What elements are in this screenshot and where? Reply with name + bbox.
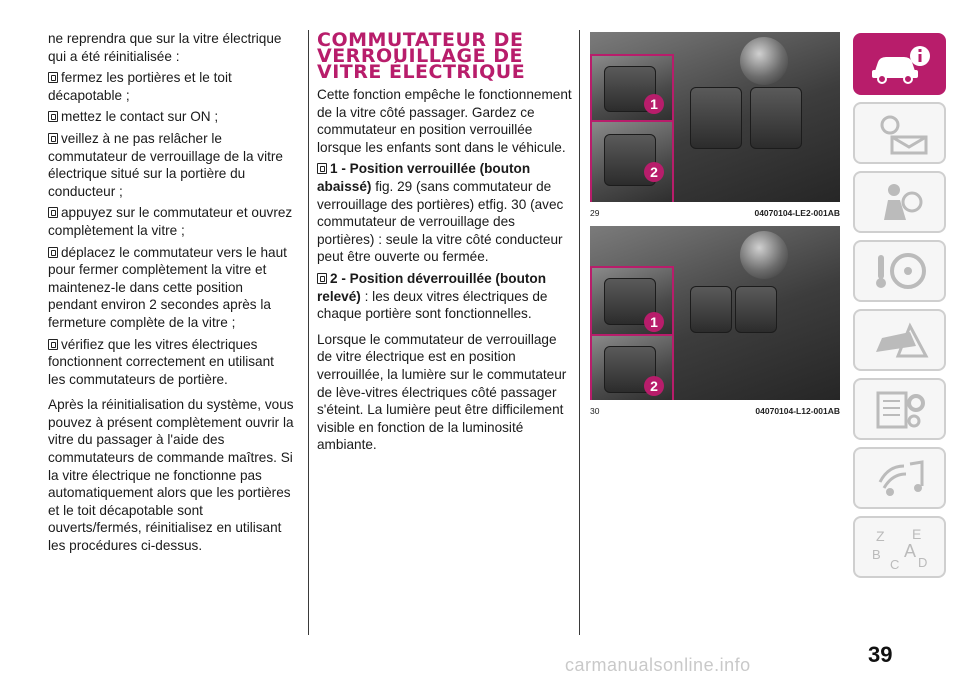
bullet-icon (48, 339, 58, 350)
safety-airbag-icon (870, 180, 930, 224)
svg-text:Z: Z (875, 528, 885, 544)
svg-text:B: B (871, 547, 881, 562)
page-number: 39 (868, 642, 893, 667)
figure-number: 29 (590, 208, 600, 218)
bullet-icon (48, 111, 58, 122)
emergency-icon (870, 318, 930, 362)
figure-code: 04070104-LE2-001AB (754, 208, 840, 218)
steering-wheel-icon (870, 249, 930, 293)
tab-car-info[interactable] (853, 33, 946, 95)
middle-text-column (317, 30, 572, 458)
section-heading: COMMUTATEUR DE VERROUILLAGE DE VITRE ÉLECTRIQUE (317, 29, 526, 83)
callout-1: 1 (644, 312, 664, 332)
figure-30-image (590, 226, 840, 400)
window-switch (735, 286, 777, 333)
left-text-column (48, 30, 294, 559)
index-icon (868, 523, 932, 571)
svg-text:C: C (889, 557, 899, 571)
tab-index[interactable] (853, 516, 946, 578)
warning-lights-icon (870, 111, 930, 155)
mirror-knob (740, 231, 788, 279)
list-item: veillez à ne pas relâcher le commutateur de verrouillage de la vitre électrique situé sur la portière du conducteur ; (48, 130, 283, 199)
callout-2: 2 (644, 376, 664, 396)
bullet-icon (48, 207, 58, 218)
column-divider (308, 30, 309, 635)
tab-multimedia[interactable] (853, 447, 946, 509)
bullet-icon (48, 247, 58, 258)
figure-29-image (590, 32, 840, 202)
intro-text: ne reprendra que sur la vitre électrique qui a été réinitialisée : (48, 31, 282, 64)
intro-text: Cette fonction empêche le fonctionnement de la vitre côté passager. Gardez ce commutateur en position verrouillée lorsque les enfants sont dans le véhicule. (317, 87, 572, 155)
maintenance-icon (870, 387, 930, 431)
tab-warning-lights[interactable] (853, 102, 946, 164)
body-paragraph: Après la réinitialisation du système, vous pouvez à présent complètement ouvrir la vitre du passager à l'aide des commutateurs de commande maîtres. Si la vitre électrique ne fonctionne pas automatiquement alors que les portières et le toit décapotable sont ouverts/fermés, réinitialisez en utilisant les procédures ci-dessus. (48, 397, 294, 554)
body-paragraph: Lorsque le commutateur de verrouillage de vitre électrique est en position verrouillée, la lumière sur le commutateur de lève-vitres électriques côté passager s'éteint. La lumière peut être difficilement visible en fonction de la luminosité ambiante. (317, 331, 567, 453)
bullet-icon (317, 273, 327, 284)
svg-text:A: A (903, 541, 916, 561)
multimedia-icon (870, 456, 930, 500)
figure-number: 30 (590, 406, 600, 416)
tab-emergency[interactable] (853, 309, 946, 371)
list-item: fermez les portières et le toit décapotable ; (48, 70, 232, 103)
tab-maintenance[interactable] (853, 378, 946, 440)
svg-text:D: D (917, 555, 927, 570)
window-switch (690, 87, 742, 149)
figure-code: 04070104-L12-001AB (755, 406, 840, 416)
window-switch (690, 286, 732, 333)
list-item: déplacez le commutateur vers le haut pour fermer complètement la vitre et maintenez-le dans cette position pendant environ 2 secondes après la fermeture complète de la vitre ; (48, 244, 287, 330)
column-divider (579, 30, 580, 635)
inset-zoom (590, 120, 674, 202)
mirror-knob (740, 37, 788, 85)
car-info-icon (868, 44, 932, 84)
callout-2: 2 (644, 162, 664, 182)
watermark: carmanualsonline.info (565, 655, 751, 675)
list-item: 2 - Position déverrouillée (bouton relevé) : les deux vitres électriques de chaque portière sont fonctionnelles. (317, 270, 548, 322)
bullet-icon (48, 72, 58, 83)
svg-text:E: E (911, 526, 921, 542)
tab-starting-driving[interactable] (853, 240, 946, 302)
list-item: 1 - Position verrouillée (bouton abaissé) fig. 29 (sans commutateur de verrouillage des portières) etfig. 30 (avec commutateur de verrouillage des portières) : seule la vitre côté conducteur peut être ouverte ou fermée. (317, 161, 564, 265)
inset-zoom (590, 54, 674, 126)
list-item: appuyez sur le commutateur et ouvrez complètement la vitre ; (48, 205, 293, 238)
list-item: vérifiez que les vitres électriques fonctionnent correctement en utilisant les commutateurs de portière. (48, 336, 274, 387)
bullet-icon (317, 163, 327, 174)
window-switch (750, 87, 802, 149)
bullet-icon (48, 133, 58, 144)
inset-zoom (590, 266, 674, 340)
list-item: mettez le contact sur ON ; (48, 108, 294, 126)
tab-safety[interactable] (853, 171, 946, 233)
callout-1: 1 (644, 94, 664, 114)
